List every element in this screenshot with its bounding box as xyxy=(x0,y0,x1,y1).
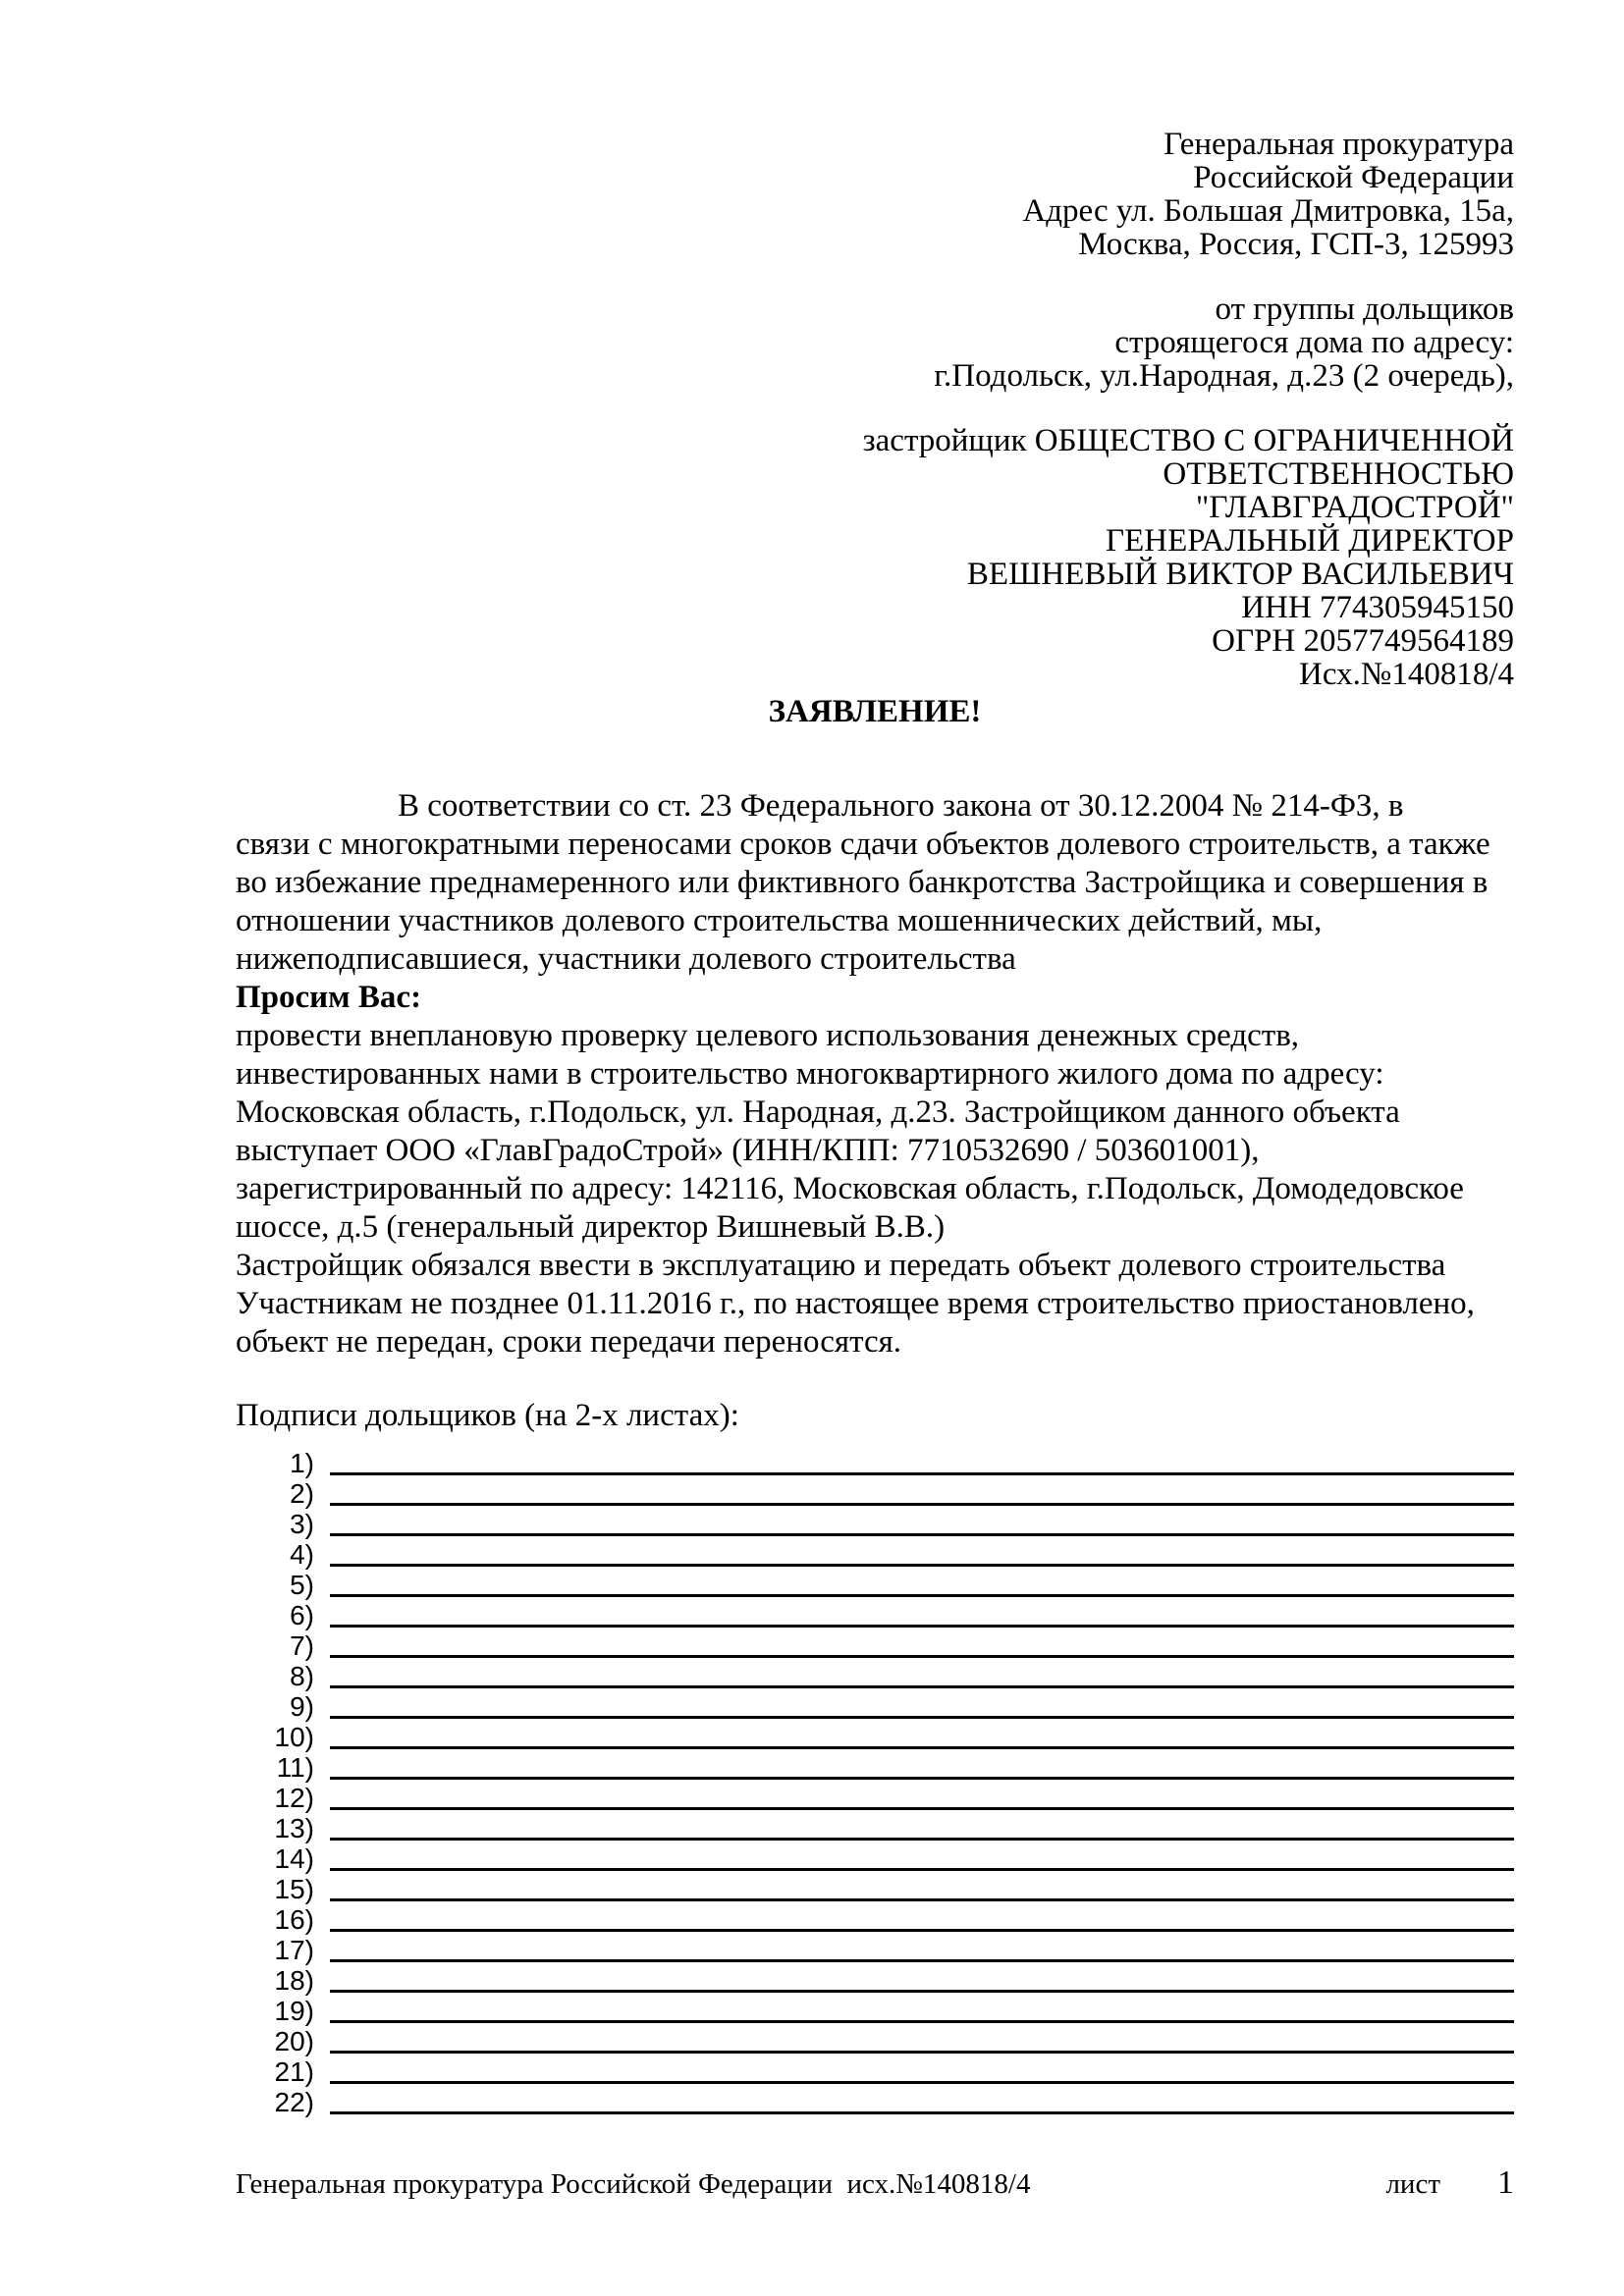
signature-number: 10) xyxy=(274,1722,314,1752)
request-line: шоссе, д.5 (генеральный директор Вишневый В.В.) xyxy=(236,1209,946,1245)
signatures-heading: Подписи дольщиков (на 2-х листах): xyxy=(236,1398,739,1433)
developer-line: ГЕНЕРАЛЬНЫЙ ДИРЕКТОР xyxy=(1106,523,1514,559)
signature-number: 4) xyxy=(290,1539,314,1570)
signature-line[interactable] xyxy=(330,1868,1514,1871)
signature-line[interactable] xyxy=(330,2081,1514,2084)
page-number: 1 xyxy=(1497,2164,1514,2201)
signature-row xyxy=(236,1813,1514,1843)
page-footer xyxy=(236,2164,1514,2202)
signature-number: 18) xyxy=(274,1965,314,1996)
signature-row xyxy=(236,1904,1514,1935)
signature-row xyxy=(236,1874,1514,1904)
signature-row xyxy=(236,1965,1514,1996)
recipient-line: Генеральная прокуратура xyxy=(1164,127,1514,162)
signature-line[interactable] xyxy=(330,1625,1514,1628)
signature-row xyxy=(236,1448,1514,1478)
developer-block xyxy=(236,424,1514,691)
body-line: В соответствии со ст. 23 Федерального закона от 30.12.2004 № 214-ФЗ, в xyxy=(398,788,1404,824)
signature-number: 16) xyxy=(274,1904,314,1935)
developer-line: ВЕШНЕВЫЙ ВИКТОР ВАСИЛЬЕВИЧ xyxy=(966,557,1514,592)
signature-number: 7) xyxy=(290,1630,314,1661)
applicant-line: г.Подольск, ул.Народная, д.23 (2 очередь), xyxy=(934,358,1514,394)
footer-page-info xyxy=(1385,2164,1514,2202)
signature-row xyxy=(236,1843,1514,1874)
developer-line: Исх.№140818/4 xyxy=(1299,657,1514,692)
signature-number: 21) xyxy=(274,2056,314,2087)
signature-line[interactable] xyxy=(330,1777,1514,1780)
developer-line: "ГЛАВГРАДОСТРОЙ" xyxy=(1195,490,1514,525)
sheet-label: лист xyxy=(1385,2168,1440,2200)
signature-number: 19) xyxy=(274,1996,314,2026)
body-line: отношении участников долевого строительства мошеннических действий, мы, xyxy=(236,903,1323,938)
signature-row xyxy=(236,1630,1514,1661)
signature-row xyxy=(236,2056,1514,2087)
signature-line[interactable] xyxy=(330,1533,1514,1536)
signature-number: 11) xyxy=(276,1752,314,1783)
signatures-list xyxy=(236,1448,1514,2117)
signature-line[interactable] xyxy=(330,2111,1514,2114)
signature-row xyxy=(236,1661,1514,1691)
signature-line[interactable] xyxy=(330,1564,1514,1567)
request-line: выступает ООО «ГлавГрадоСтрой» (ИНН/КПП: 7710532690 / 503601001), xyxy=(236,1133,1260,1168)
signature-line[interactable] xyxy=(330,1990,1514,1993)
request-heading: Просим Вас: xyxy=(236,980,422,1015)
recipient-line: Российской Федерации xyxy=(1193,160,1514,195)
signature-line[interactable] xyxy=(330,1898,1514,1901)
recipient-address-block xyxy=(236,128,1514,261)
signature-number: 22) xyxy=(274,2087,314,2117)
signature-line[interactable] xyxy=(330,2020,1514,2023)
signature-line[interactable] xyxy=(330,1959,1514,1962)
recipient-line: Москва, Россия, ГСП-3, 125993 xyxy=(1078,227,1514,262)
signature-line[interactable] xyxy=(330,1807,1514,1810)
signature-line[interactable] xyxy=(330,1685,1514,1688)
signature-row xyxy=(236,1539,1514,1570)
body-paragraph xyxy=(236,787,1514,1362)
signature-line[interactable] xyxy=(330,1472,1514,1475)
request-line: провести внеплановую проверку целевого использования денежных средств, xyxy=(236,1018,1300,1053)
request-line: зарегистрированный по адресу: 142116, Московская область, г.Подольск, Домодедовское xyxy=(236,1171,1464,1206)
request-line: объект не передан, сроки передачи переносятся. xyxy=(236,1324,902,1360)
signature-number: 17) xyxy=(274,1935,314,1965)
footer-reference: Генеральная прокуратура Российской Федерации исх.№140818/4 xyxy=(236,2168,1031,2200)
signature-row xyxy=(236,1783,1514,1813)
signature-number: 3) xyxy=(290,1509,314,1539)
signature-number: 8) xyxy=(290,1661,314,1691)
recipient-line: Адрес ул. Большая Дмитровка, 15а, xyxy=(1022,193,1514,229)
body-line: связи с многократными переносами сроков сдачи объектов долевого строительств, а также xyxy=(236,827,1490,862)
signature-line[interactable] xyxy=(330,1929,1514,1932)
signature-number: 12) xyxy=(274,1783,314,1813)
developer-line: застройщик ОБЩЕСТВО С ОГРАНИЧЕННОЙ xyxy=(862,423,1514,458)
signature-number: 1) xyxy=(290,1448,314,1478)
body-line: нижеподписавшиеся, участники долевого строительства xyxy=(236,941,1016,977)
signature-row xyxy=(236,1722,1514,1752)
signature-line[interactable] xyxy=(330,1594,1514,1597)
document-content xyxy=(236,128,1514,2117)
signature-row xyxy=(236,2026,1514,2056)
signature-line[interactable] xyxy=(330,1503,1514,1506)
request-line: Московская область, г.Подольск, ул. Народная, д.23. Застройщиком данного объекта xyxy=(236,1095,1400,1130)
request-line: инвестированных нами в строительство многоквартирного жилого дома по адресу: xyxy=(236,1056,1384,1092)
signature-row xyxy=(236,1935,1514,1965)
signature-row xyxy=(236,2087,1514,2117)
request-line: Участникам не позднее 01.11.2016 г., по настоящее время строительство приостановлено, xyxy=(236,1286,1475,1321)
signature-row xyxy=(236,1752,1514,1783)
signature-line[interactable] xyxy=(330,1746,1514,1749)
developer-line: ОТВЕТСТВЕННОСТЬЮ xyxy=(1163,456,1514,492)
applicant-block xyxy=(236,293,1514,393)
request-line: Застройщик обязался ввести в эксплуатацию и передать объект долевого строительства xyxy=(236,1248,1446,1283)
signature-number: 14) xyxy=(274,1843,314,1874)
signature-line[interactable] xyxy=(330,2051,1514,2054)
signature-row xyxy=(236,1570,1514,1600)
applicant-line: строящегося дома по адресу: xyxy=(1114,325,1514,360)
signature-line[interactable] xyxy=(330,1655,1514,1658)
signature-number: 2) xyxy=(290,1478,314,1509)
signature-number: 15) xyxy=(274,1874,314,1904)
signature-line[interactable] xyxy=(330,1716,1514,1719)
signature-number: 5) xyxy=(290,1570,314,1600)
body-line: во избежание преднамеренного или фиктивного банкротства Застройщика и совершения в xyxy=(236,865,1489,900)
signature-row xyxy=(236,1600,1514,1630)
signature-row xyxy=(236,1996,1514,2026)
document-title: ЗАЯВЛЕНИЕ! xyxy=(768,694,982,729)
signature-line[interactable] xyxy=(330,1838,1514,1841)
signature-number: 9) xyxy=(290,1691,314,1722)
developer-line: ОГРН 2057749564189 xyxy=(1212,623,1514,659)
signature-number: 6) xyxy=(290,1600,314,1630)
developer-line: ИНН 774305945150 xyxy=(1241,590,1514,625)
applicant-line: от группы дольщиков xyxy=(1215,292,1514,327)
signature-row xyxy=(236,1478,1514,1509)
signature-row xyxy=(236,1509,1514,1539)
signature-number: 13) xyxy=(274,1813,314,1843)
signature-number: 20) xyxy=(274,2026,314,2056)
signature-row xyxy=(236,1691,1514,1722)
